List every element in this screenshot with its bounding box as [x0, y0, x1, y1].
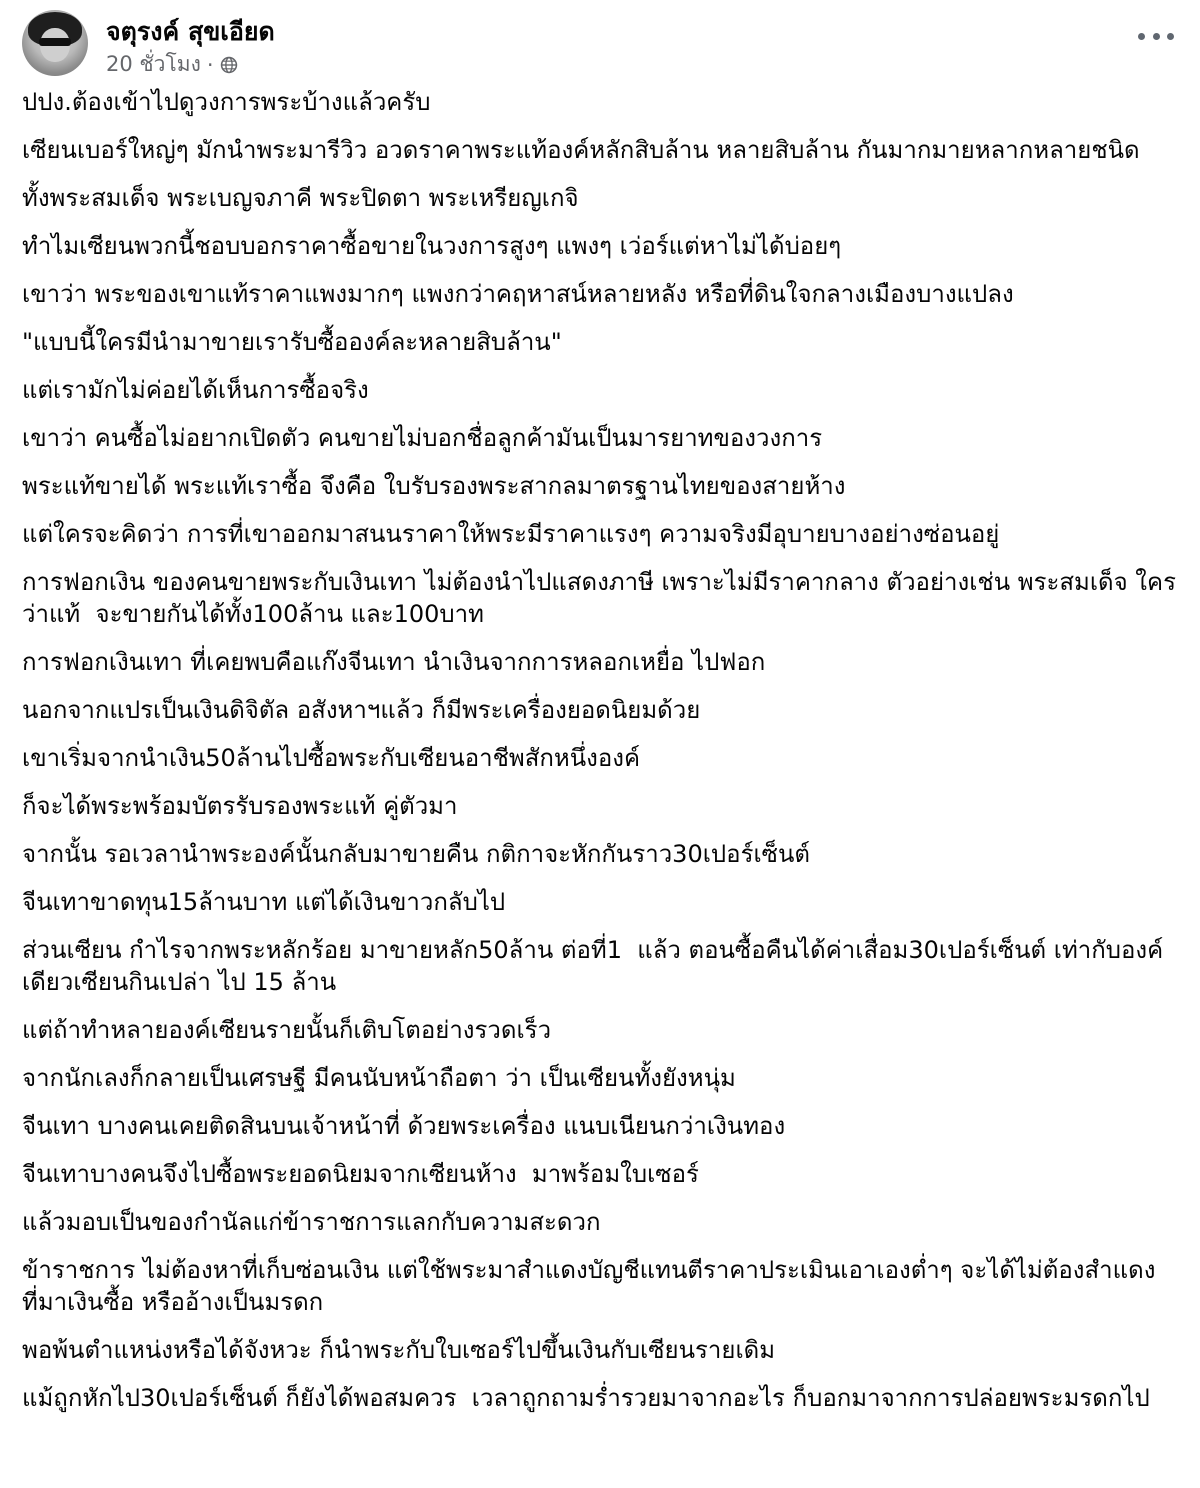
- post-paragraph: เขาว่า คนซื้อไม่อยากเปิดตัว คนขายไม่บอกชื่อลูกค้ามันเป็นมารยาทของวงการ: [22, 424, 823, 452]
- more-dot: [1167, 33, 1174, 40]
- post-paragraph: จากนักเลงก็กลายเป็นเศรษฐี มีคนนับหน้าถือตา ว่า เป็นเซียนทั้งยังหนุ่ม: [22, 1064, 736, 1092]
- post-body: [22, 86, 1184, 1430]
- post-paragraph: การฟอกเงิน ของคนขายพระกับเงินเทา ไม่ต้องนำไปแสดงภาษี เพราะไม่มีราคากลาง ตัวอย่างเช่น พระสมเด็จ ใครว่าแท้ จะขายกันได้ทั้ง100ล้าน และ100บาท: [22, 568, 1176, 628]
- author-name[interactable]: จตุรงค์ สุขเอียด: [106, 17, 275, 46]
- post-meta: [106, 48, 238, 81]
- post-paragraph: ก็จะได้พระพร้อมบัตรรับรองพระแท้ คู่ตัวมา: [22, 792, 458, 820]
- more-dot: [1153, 33, 1160, 40]
- post-paragraph: จากนั้น รอเวลานำพระองค์นั้นกลับมาขายคืน กติกาจะหักกันราว30เปอร์เซ็นต์: [22, 840, 810, 868]
- post-paragraph: ส่วนเซียน กำไรจากพระหลักร้อย มาขายหลัก50ล้าน ต่อที่1 แล้ว ตอนซื้อคืนได้ค่าเสื่อม30เปอร์เซ็นต์ เท่ากับองค์เดียวเซียนกินเปล่า ไป 15 ล้าน: [22, 936, 1164, 996]
- avatar[interactable]: [22, 10, 88, 76]
- post-paragraph: เซียนเบอร์ใหญ่ๆ มักนำพระมารีวิว อวดราคาพระแท้องค์หลักสิบล้าน หลายสิบล้าน กันมากมายหลากหลายชนิด: [22, 136, 1140, 164]
- post-paragraph: พอพ้นตำแหน่งหรือได้จังหวะ ก็นำพระกับใบเซอร์ไปขึ้นเงินกับเซียนรายเดิม: [22, 1336, 776, 1364]
- post-paragraph: ทำไมเซียนพวกนี้ชอบบอกราคาซื้อขายในวงการสูงๆ แพงๆ เว่อร์แต่หาไม่ได้บ่อยๆ: [22, 232, 842, 260]
- post-paragraph: จีนเทาบางคนจึงไปซื้อพระยอดนิยมจากเซียนห้าง มาพร้อมใบเซอร์: [22, 1160, 699, 1188]
- post-paragraph: ทั้งพระสมเด็จ พระเบญจภาคี พระปิดตา พระเหรียญเกจิ: [22, 184, 579, 212]
- more-options-button[interactable]: [1138, 24, 1174, 48]
- post-paragraph: ปปง.ต้องเข้าไปดูวงการพระบ้างแล้วครับ: [22, 88, 431, 116]
- post-paragraph: เขาเริ่มจากนำเงิน50ล้านไปซื้อพระกับเซียนอาชีพสักหนึ่งองค์: [22, 744, 641, 772]
- post-paragraph: "แบบนี้ใครมีนำมาขายเรารับซื้อองค์ละหลายสิบล้าน": [22, 328, 562, 356]
- post-paragraph: แต่ถ้าทำหลายองค์เซียนรายนั้นก็เติบโตอย่างรวดเร็ว: [22, 1016, 552, 1044]
- post-paragraph: นอกจากแปรเป็นเงินดิจิตัล อสังหาฯแล้ว ก็มีพระเครื่องยอดนิยมด้วย: [22, 696, 701, 724]
- post-header: [22, 10, 1182, 80]
- meta-separator: ·: [206, 52, 214, 77]
- post-paragraph: พระแท้ขายได้ พระแท้เราซื้อ จึงคือ ใบรับรองพระสากลมาตรฐานไทยของสายห้าง: [22, 472, 846, 500]
- post-paragraph: แม้ถูกหักไป30เปอร์เซ็นต์ ก็ยังได้พอสมควร เวลาถูกถามร่ำรวยมาจากอะไร ก็บอกมาจากการปล่อยพระมรดกไป: [22, 1384, 1150, 1412]
- post-paragraph: จีนเทาขาดทุน15ล้านบาท แต่ได้เงินขาวกลับไป: [22, 888, 506, 916]
- post-paragraph: เขาว่า พระของเขาแท้ราคาแพงมากๆ แพงกว่าคฤหาสน์หลายหลัง หรือที่ดินใจกลางเมืองบางแปลง: [22, 280, 1014, 308]
- post-paragraph: ข้าราชการ ไม่ต้องหาที่เก็บซ่อนเงิน แต่ใช้พระมาสำแดงบัญชีแทนตีราคาประเมินเอาเองต่ำๆ จะได้ไม่ต้องสำแดงที่มาเงินซื้อ หรืออ้างเป็นมรดก: [22, 1256, 1156, 1316]
- post-time[interactable]: 20 ชั่วโมง: [106, 52, 201, 76]
- post-paragraph: แต่เรามักไม่ค่อยได้เห็นการซื้อจริง: [22, 376, 369, 404]
- post-paragraph: จีนเทา บางคนเคยติดสินบนเจ้าหน้าที่ ด้วยพระเครื่อง แนบเนียนกว่าเงินทอง: [22, 1112, 786, 1140]
- avatar-glasses: [39, 38, 71, 46]
- post-paragraph: แต่ใครจะคิดว่า การที่เขาออกมาสนนราคาให้พระมีราคาแรงๆ ความจริงมีอุบายบางอย่างซ่อนอยู่: [22, 520, 1000, 548]
- post-paragraph: การฟอกเงินเทา ที่เคยพบคือแก๊งจีนเทา นำเงินจากการหลอกเหยื่อ ไปฟอก: [22, 648, 766, 676]
- globe-icon[interactable]: [220, 56, 238, 74]
- more-horizontal-icon: [1138, 33, 1145, 40]
- post-paragraph: แล้วมอบเป็นของกำนัลแก่ข้าราชการแลกกับความสะดวก: [22, 1208, 601, 1236]
